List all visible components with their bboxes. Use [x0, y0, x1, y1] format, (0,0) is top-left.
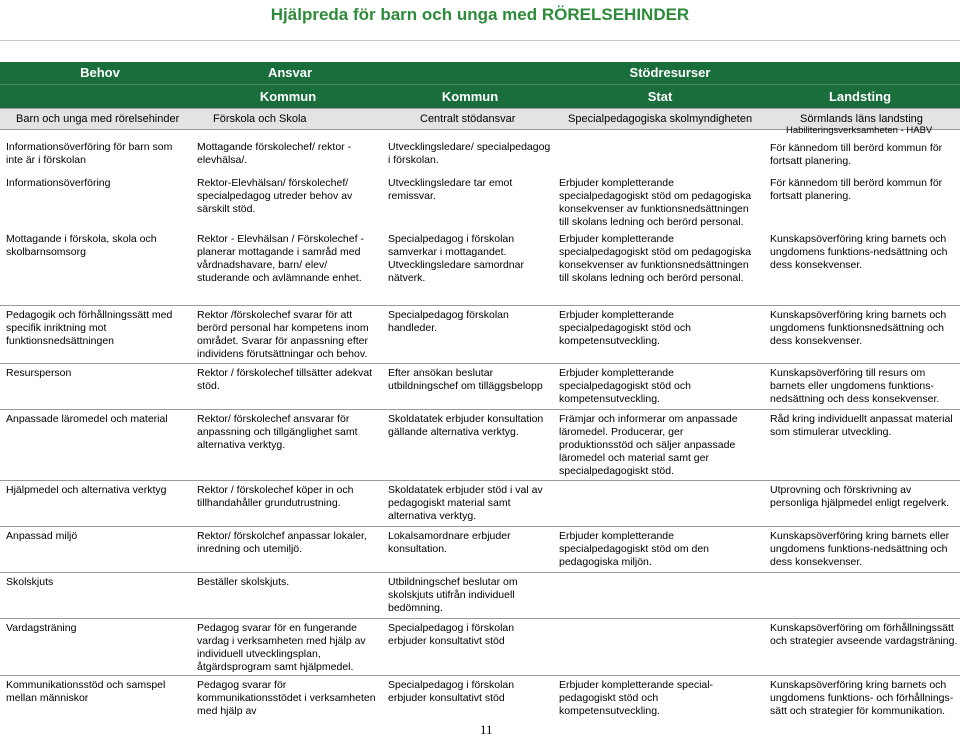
row-state-support: Erbjuder kompletterande specialpedagogiskt stöd och kompetensutveckling. — [559, 367, 691, 405]
header-kommun-1: Kommun — [259, 89, 317, 104]
page-title: Hjälpreda för barn och unga med RÖRELSEHINDER — [270, 5, 690, 24]
header-stat: Stat — [647, 89, 673, 104]
header-stodresurser: Stödresurser — [629, 65, 711, 80]
header-kommun-2: Kommun — [441, 89, 499, 104]
row-county-support: Kunskapsöverföring kring barnets och ungdomens funktionsnedsättning och dess konsekvenser. — [770, 309, 947, 347]
row-county-support: Kunskapsöverföring kring barnets och ungdomens funktions- och förhållnings-sätt och strategier för kommunikation. — [770, 679, 954, 717]
row-responsibility: Rektor - Elevhälsan / Förskolechef - planerar mottagande i samråd med vårdnadshavare, barn/ elev/ studerande och avlämnande enhet. — [197, 233, 364, 284]
row-state-support: Erbjuder kompletterande specialpedagogiskt stöd om den pedagogiska miljön. — [559, 530, 710, 568]
row-central-support: Utbildningschef beslutar om skolskjuts utifrån individuell bedömning. — [388, 576, 518, 614]
row-county-support: Kunskapsöverföring om förhållningssätt och strategier avseende vardagsträning. — [770, 622, 958, 647]
row-central-support: Utvecklingsledare tar emot remissvar. — [388, 177, 513, 202]
header-row-bottom — [0, 84, 960, 109]
row-need: Pedagogik och förhållningssätt med specifik inriktning mot funktionsnedsättningen — [6, 309, 173, 347]
row-need: Anpassad miljö — [6, 530, 78, 542]
table-row — [0, 174, 960, 230]
row-need: Mottagande i förskola, skola och skolbarnsomsorg — [6, 233, 157, 258]
row-county-support: Kunskapsöverföring kring barnets och ungdomens funktions-nedsättning och dess konsekvenser. — [770, 233, 948, 271]
row-county-support: För kännedom till berörd kommun för fortsatt planering. — [770, 142, 943, 167]
row-central-support: Specialpedagog i förskolan erbjuder konsultativt stöd — [388, 622, 515, 647]
row-central-support: Utvecklingsledare/ specialpedagog i förskolan. — [388, 141, 551, 166]
row-responsibility: Rektor /förskolechef svarar för att berörd personal har kompetens inom området. Svarar för anpassning efter individens förutsättningar och behov. — [197, 309, 369, 360]
row-need: Vardagsträning — [6, 622, 77, 634]
table-row — [0, 363, 960, 410]
row-responsibility: Beställer skolskjuts. — [197, 576, 290, 588]
header-behov: Behov — [80, 65, 120, 80]
header-row-top — [0, 62, 960, 84]
table-row — [0, 305, 960, 364]
row-central-support: Skoldatatek erbjuder stöd i val av pedagogiskt material samt alternativa verktyg. — [388, 484, 543, 522]
table-row — [0, 572, 960, 619]
row-responsibility: Rektor / förskolechef tillsätter adekvat stöd. — [197, 367, 373, 392]
row-state-support: Främjar och informerar om anpassade läromedel. Producerar, ger produktionsstöd och säljer anpassade läromedel och material samt ger specialpedagogiskt stöd. — [559, 413, 738, 477]
header-ansvar: Ansvar — [267, 65, 313, 80]
row-responsibility: Pedagog svarar för en fungerande vardag i verksamheten med hjälp av individuell utvecklingsplan, åtgärdsprogram samt hjälpmedel. — [197, 622, 366, 673]
header-sub-c2: Förskola och Skola — [213, 113, 307, 125]
header-sub-c1: Barn och unga med rörelsehinder — [16, 113, 180, 125]
row-need: Informationsöverföring — [6, 177, 111, 189]
row-state-support: Erbjuder kompletterande specialpedagogiskt stöd om pedagogiska konsekvenser av funktionsnedsättningen till skolans ledning och berörd personal. — [559, 233, 752, 284]
row-state-support: Erbjuder kompletterande specialpedagogiskt stöd och kompetensutveckling. — [559, 309, 691, 347]
row-county-support: För kännedom till berörd kommun för fortsatt planering. — [770, 177, 943, 202]
header-sub-c4: Specialpedagogiska skolmyndigheten — [568, 113, 753, 125]
row-need: Resursperson — [6, 367, 72, 379]
table-row — [0, 480, 960, 527]
row-need: Kommunikationsstöd och samspel mellan människor — [6, 679, 166, 704]
row-need: Anpassade läromedel och material — [6, 413, 168, 425]
row-responsibility: Rektor-Elevhälsan/ förskolechef/ specialpedagog utreder behov av särskilt stöd. — [197, 177, 353, 215]
row-state-support: Erbjuder kompletterande specialpedagogiskt stöd om pedagogiska konsekvenser av funktionsnedsättningen till skolans ledning och berörd personal. — [559, 177, 752, 228]
header-sub-habv: Habiliteringsverksamheten - HABV — [786, 125, 933, 136]
table-row — [0, 618, 960, 676]
row-state-support: Erbjuder kompletterande special-pedagogiskt stöd och kompetensutveckling. — [559, 679, 714, 717]
row-central-support: Lokalsamordnare erbjuder konsultation. — [388, 530, 511, 555]
row-county-support: Kunskapsöverföring kring barnets eller ungdomens funktions-nedsättning och dess konsekvenser. — [770, 530, 950, 568]
row-responsibility: Mottagande förskolechef/ rektor - elevhälsa/. — [197, 141, 352, 166]
row-central-support: Specialpedagog i förskolan erbjuder konsultativt stöd — [388, 679, 515, 704]
page-number: 11 — [480, 722, 493, 737]
header-sub-c3: Centralt stödansvar — [420, 113, 516, 125]
row-central-support: Specialpedagog i förskolan samverkar i mottagandet. Utvecklingsledare samordnar nätverk. — [388, 233, 524, 284]
row-responsibility: Rektor / förskolechef köper in och tillhandahåller grundutrustning. — [197, 484, 354, 509]
row-central-support: Specialpedagog förskolan handleder. — [388, 309, 509, 334]
table-row — [0, 409, 960, 481]
row-county-support: Kunskapsöverföring till resurs om barnets eller ungdomens funktions-nedsättning och dess konsekvenser. — [770, 367, 940, 405]
row-central-support: Skoldatatek erbjuder konsultation gällande alternativa verktyg. — [388, 413, 544, 438]
row-county-support: Råd kring individuellt anpassat material som stimulerar utveckling. — [770, 413, 953, 438]
row-responsibility: Pedagog svarar för kommunikationsstödet i verksamheten med hjälp av — [197, 679, 376, 717]
row-responsibility: Rektor/ förskolchef anpassar lokaler, inredning och utemiljö. — [197, 530, 367, 555]
title-divider — [0, 40, 960, 41]
row-county-support: Utprovning och förskrivning av personliga hjälpmedel enligt regelverk. — [770, 484, 950, 509]
row-need: Skolskjuts — [6, 576, 54, 588]
table-row — [0, 138, 960, 174]
table-row — [0, 230, 960, 306]
header-landsting: Landsting — [828, 89, 892, 104]
row-central-support: Efter ansökan beslutar utbildningschef om tilläggsbelopp — [388, 367, 543, 392]
header-sub-c5: Sörmlands läns landsting — [800, 113, 923, 125]
row-responsibility: Rektor/ förskolechef ansvarar för anpassning och tillgänglighet samt alternativa verktyg. — [197, 413, 358, 451]
row-need: Hjälpmedel och alternativa verktyg — [6, 484, 167, 496]
table-row — [0, 526, 960, 573]
table-row — [0, 675, 960, 723]
row-need: Informationsöverföring för barn som inte är i förskolan — [6, 141, 173, 166]
